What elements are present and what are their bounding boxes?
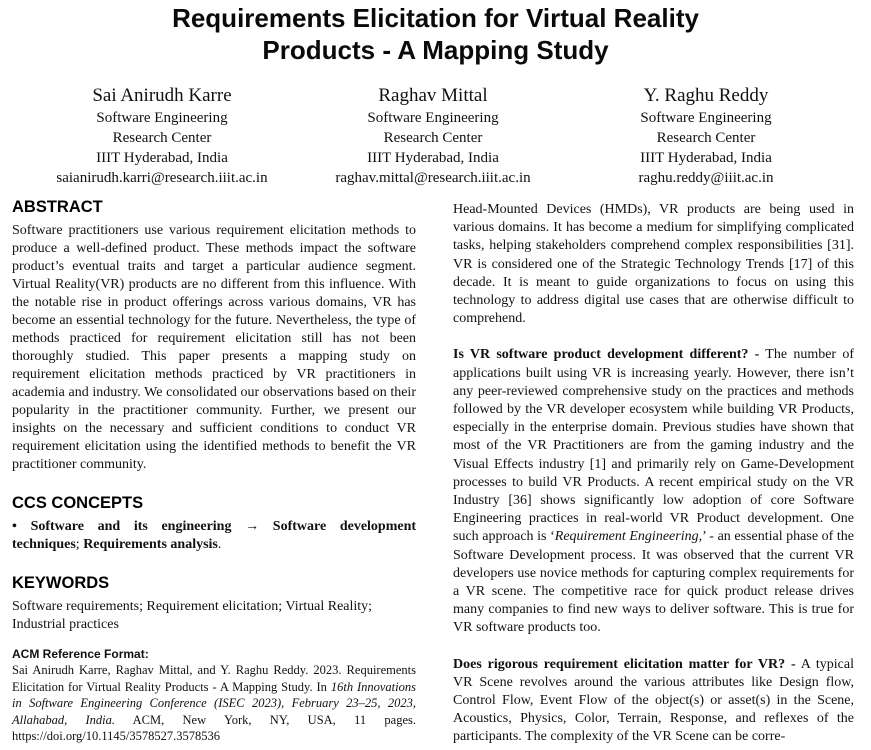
author-institution: IIIT Hyderabad, India xyxy=(640,150,772,166)
author-email: saianirudh.karri@research.iiit.ac.in xyxy=(56,170,268,186)
right-column xyxy=(453,201,854,747)
question-heading-1: Is VR software product development different? - xyxy=(453,347,760,363)
ccs-heading: CCS CONCEPTS xyxy=(12,494,144,512)
paper-title xyxy=(0,2,871,66)
vr-development-text-b: ’ - an essential phase of the Software Development process. It was observed that the current VR developers use novice methods for capturing complex requirements for a VR scene. The competitive race for quick product release drives many companies to find new ways to deliver software. This is true for VR software products too. xyxy=(453,529,855,636)
vr-development-text-a: The number of applications built using VR is increasing yearly. However, there isn’t any peer-reviewed comprehensive study on the practices and methods followed by the VR developer ecosystem while building VR Products, especially in the enterprise domain. Previous studies have shown that most of the VR Practitioners are from the gaming industry and the Visual Effects industry [1] and primarily rely on Game-Development processes to build VR Products. A recent empirical study on the VR Industry [36] shows significantly low adoption of core Software Engineering practices in real-world VR Product development. One such approach is ‘ xyxy=(453,347,854,545)
ccs-concept-1: Software and its engineering xyxy=(30,519,232,534)
author-institution: IIIT Hyderabad, India xyxy=(96,150,228,166)
ccs-separator: ; xyxy=(75,537,80,552)
author-name: Y. Raghu Reddy xyxy=(643,85,769,106)
ccs-concepts-text xyxy=(12,518,416,554)
author-dept-1: Software Engineering xyxy=(640,110,772,126)
author-name: Sai Anirudh Karre xyxy=(92,85,232,106)
abstract-heading: ABSTRACT xyxy=(12,198,103,216)
ccs-concept-2: Software development techniques xyxy=(12,519,417,552)
reference-publisher: ACM, New York, NY, USA, 11 pages. https://doi.org/10.1145/3578527.3578536 xyxy=(12,712,417,743)
author-institution: IIIT Hyderabad, India xyxy=(367,150,499,166)
author-email: raghu.reddy@iiit.ac.in xyxy=(638,170,774,186)
author-dept-1: Software Engineering xyxy=(96,110,228,126)
vr-development-emphasis: Requirement Engineering, xyxy=(554,529,703,545)
question-heading-2: Does rigorous requirement elicitation matter for VR? - xyxy=(453,656,796,672)
ccs-end: . xyxy=(217,537,222,552)
reference-authors: Sai Anirudh Karre, Raghav Mittal, and Y. Raghu Reddy. 2023. Requirements Elicitation for Virtual Reality Products - A Mapping Study. In xyxy=(12,663,416,694)
abstract-text: Software practitioners use various requirement elicitation methods to produce a well-defined product. These methods impact the software product’s eventual traits and target a particular audience segment. Virtual Reality(VR) products are no different from this influence. With the notable rise in product offerings across various domains, VR has become an essential technology for the future. Nevertheless, the type of methods practiced for requirement elicitation still has not been thoroughly studied. This paper presents a mapping study on requirement elicitation methods practiced by VR practitioners in academia and industry. We consolidated our observations based on their popularity in the practitioner community. Further, we present our insights on the necessary and sufficient conditions to conduct VR requirement elicitation using the identified methods to benefit the VR practitioner community. xyxy=(12,223,416,472)
reference-heading: ACM Reference Format: xyxy=(12,647,149,661)
reference-text xyxy=(12,662,416,745)
author-dept-2: Research Center xyxy=(656,130,756,146)
elicitation-paragraph xyxy=(453,656,854,747)
elicitation-text: A typical VR Scene revolves around the various attributes like Design flow, Control Flow, Event Flow of the object(s) or asset(s) in the Scene, Acoustics, Physics, Color, Terrain, Response, and reflexes of the participants. The complexity of the VR Scene can be corre- xyxy=(453,656,854,745)
author-email: raghav.mittal@research.iiit.ac.in xyxy=(335,170,531,186)
ccs-bullet: • xyxy=(12,519,17,534)
author-dept-2: Research Center xyxy=(112,130,212,146)
ccs-arrow: → xyxy=(245,519,260,534)
title-line-2: Products - A Mapping Study xyxy=(262,35,609,65)
keywords-heading: KEYWORDS xyxy=(12,574,110,592)
author-dept-2: Research Center xyxy=(383,130,483,146)
ccs-concept-3: Requirements analysis xyxy=(83,537,218,552)
author-dept-1: Software Engineering xyxy=(367,110,499,126)
author-block-2 xyxy=(288,84,578,188)
vr-development-paragraph xyxy=(453,346,854,637)
intro-paragraph: Head-Mounted Devices (HMDs), VR products are being used in various domains. It has become a medium for simplifying complicated tasks, helping stakeholders comprehend complex responsibilities [31]. VR is considered one of the Strategic Technology Trends [17] of this decade. It is meant to guide organizations to focus on using this technology to address digital use cases that are otherwise difficult to comprehend. xyxy=(453,202,854,327)
author-name: Raghav Mittal xyxy=(378,85,488,106)
author-block-1 xyxy=(17,84,307,188)
reference-venue: 16th Innovations in Software Engineering Conference (ISEC 2023), February 23–25, 2023, Allahabad, India. xyxy=(12,679,416,727)
title-line-1: Requirements Elicitation for Virtual Reality xyxy=(172,3,699,33)
author-block-3 xyxy=(561,84,851,188)
left-column xyxy=(12,196,416,745)
keywords-text: Software requirements; Requirement elicitation; Virtual Reality; Industrial practices xyxy=(12,599,373,632)
